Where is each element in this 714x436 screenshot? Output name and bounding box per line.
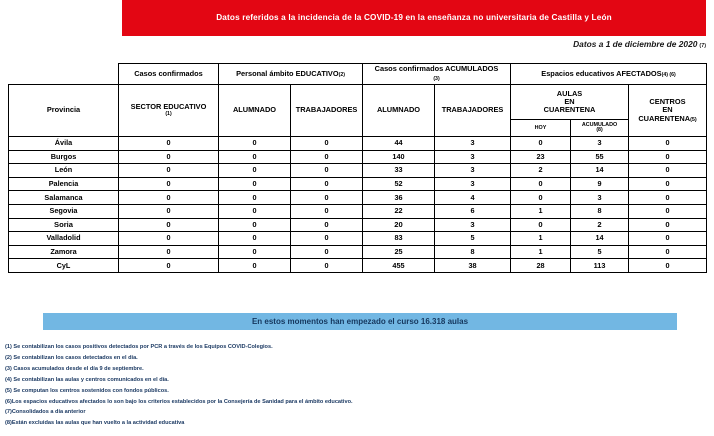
cell-centros-cuarentena: 0 xyxy=(629,137,707,151)
table-row xyxy=(9,204,707,218)
subcolumn-acumulado-label: ACUMULADO xyxy=(581,122,618,129)
cell-aulas-hoy: 2 xyxy=(511,164,571,178)
cell-trabajadores-dia: 0 xyxy=(291,164,363,178)
group-header-espacios-ref: (4) (6) xyxy=(661,71,676,78)
cell-trabajadores-acum: 38 xyxy=(435,259,511,273)
cell-trabajadores-dia: 0 xyxy=(291,245,363,259)
cell-trabajadores-dia: 0 xyxy=(291,137,363,151)
cell-alumnado-dia: 0 xyxy=(219,177,291,191)
data-date-footnote-ref: (7) xyxy=(699,43,706,49)
cell-aulas-acum: 3 xyxy=(571,137,629,151)
subcolumn-acumulado-ref: (8) xyxy=(596,127,603,134)
cell-aulas-acum: 8 xyxy=(571,204,629,218)
cell-aulas-acum: 55 xyxy=(571,150,629,164)
title-banner xyxy=(122,0,706,36)
cell-alumnado-acum: 140 xyxy=(363,150,435,164)
cell-alumnado-dia: 0 xyxy=(219,137,291,151)
cell-sector-educativo: 0 xyxy=(119,150,219,164)
cell-aulas-hoy: 1 xyxy=(511,245,571,259)
column-header-sector-label: SECTOR EDUCATIVO xyxy=(130,101,207,111)
centros-ref: (5) xyxy=(690,116,697,123)
table-row xyxy=(9,177,707,191)
footnote-item: (1) Se contabilizan los casos positivos detectados por PCR a través de los Equipos COVID-Colegios. xyxy=(5,344,273,350)
cell-trabajadores-acum: 3 xyxy=(435,177,511,191)
cell-trabajadores-acum: 3 xyxy=(435,218,511,232)
cell-sector-educativo: 0 xyxy=(119,232,219,246)
cell-alumnado-acum: 25 xyxy=(363,245,435,259)
footnote-item: (8)Están excluidas las aulas que han vuelto a la actividad educativa xyxy=(5,420,185,427)
column-header-trabajadores-acumulado: TRABAJADORES xyxy=(435,85,511,137)
table-row xyxy=(9,259,707,273)
footnote-item: (3) Casos acumulados desde el día 9 de septiembre. xyxy=(5,365,144,372)
cell-trabajadores-acum: 5 xyxy=(435,232,511,246)
cell-aulas-acum: 2 xyxy=(571,218,629,232)
cell-sector-educativo: 0 xyxy=(119,137,219,151)
cell-alumnado-dia: 0 xyxy=(219,164,291,178)
cell-provincia: Palencia xyxy=(9,177,119,191)
cell-trabajadores-dia: 0 xyxy=(291,218,363,232)
cell-alumnado-dia: 0 xyxy=(219,259,291,273)
column-header-trabajadores-dia: TRABAJADORES xyxy=(291,85,363,137)
cell-aulas-acum: 5 xyxy=(571,245,629,259)
subcolumn-header-hoy: HOY xyxy=(511,120,571,137)
cell-sector-educativo: 0 xyxy=(119,191,219,205)
cell-centros-cuarentena: 0 xyxy=(629,191,707,205)
cell-alumnado-acum: 455 xyxy=(363,259,435,273)
group-header-personal-ambito-educativo xyxy=(219,64,363,85)
course-status-banner-text: En estos momentos han empezado el curso 16.318 aulas xyxy=(251,317,469,326)
cell-alumnado-dia: 0 xyxy=(219,245,291,259)
footnotes-list xyxy=(5,342,705,429)
cell-provincia: Salamanca xyxy=(9,191,119,205)
cell-alumnado-acum: 36 xyxy=(363,191,435,205)
cell-alumnado-dia: 0 xyxy=(219,150,291,164)
table-row xyxy=(9,164,707,178)
covid-incidence-table xyxy=(8,63,707,273)
cell-trabajadores-dia: 0 xyxy=(291,204,363,218)
course-status-banner xyxy=(43,313,677,330)
centros-line-2: EN xyxy=(662,105,673,115)
table-row xyxy=(9,218,707,232)
aulas-line-1: AULAS xyxy=(556,88,583,98)
data-date-line xyxy=(0,39,706,49)
cell-alumnado-dia: 0 xyxy=(219,218,291,232)
cell-centros-cuarentena: 0 xyxy=(629,218,707,232)
cell-centros-cuarentena: 0 xyxy=(629,259,707,273)
footnote-item: (6)Los espacios educativos afectados lo son bajo los criterios establecidos por la Consejería de Sanidad para el ámbito educativo. xyxy=(5,398,353,405)
cell-trabajadores-acum: 6 xyxy=(435,204,511,218)
cell-provincia: Burgos xyxy=(9,150,119,164)
cell-aulas-acum: 113 xyxy=(571,259,629,273)
cell-centros-cuarentena: 0 xyxy=(629,245,707,259)
cell-alumnado-dia: 0 xyxy=(219,191,291,205)
cell-trabajadores-acum: 3 xyxy=(435,137,511,151)
cell-alumnado-acum: 33 xyxy=(363,164,435,178)
table-row xyxy=(9,137,707,151)
cell-aulas-acum: 9 xyxy=(571,177,629,191)
footnote-item: (2) Se contabilizan los casos detectados en el día. xyxy=(5,354,138,361)
cell-trabajadores-dia: 0 xyxy=(291,232,363,246)
cell-alumnado-acum: 22 xyxy=(363,204,435,218)
cell-provincia: Soria xyxy=(9,218,119,232)
table-column-header-row xyxy=(9,85,707,120)
cell-sector-educativo: 0 xyxy=(119,218,219,232)
group-header-acumulados-label: Casos confirmados ACUMULADOS xyxy=(374,64,499,74)
table-row xyxy=(9,191,707,205)
cell-trabajadores-dia: 0 xyxy=(291,177,363,191)
cell-aulas-acum: 14 xyxy=(571,232,629,246)
cell-alumnado-acum: 83 xyxy=(363,232,435,246)
cell-alumnado-acum: 52 xyxy=(363,177,435,191)
column-header-alumnado-dia: ALUMNADO xyxy=(219,85,291,137)
cell-aulas-hoy: 1 xyxy=(511,204,571,218)
cell-aulas-hoy: 0 xyxy=(511,137,571,151)
cell-alumnado-acum: 20 xyxy=(363,218,435,232)
cell-aulas-acum: 3 xyxy=(571,191,629,205)
cell-trabajadores-dia: 0 xyxy=(291,191,363,205)
group-header-espacios-educativos xyxy=(511,64,707,85)
cell-provincia: Zamora xyxy=(9,245,119,259)
cell-sector-educativo: 0 xyxy=(119,204,219,218)
cell-aulas-hoy: 28 xyxy=(511,259,571,273)
cell-provincia: Segovia xyxy=(9,204,119,218)
footnote-item: (7)Consolidados a día anterior xyxy=(5,409,86,416)
cell-trabajadores-acum: 8 xyxy=(435,245,511,259)
title-banner-text: Datos referidos a la incidencia de la COVID-19 en la enseñanza no universitaria de Castilla y León xyxy=(216,13,612,23)
table-body xyxy=(9,137,707,273)
cell-provincia: Valladolid xyxy=(9,232,119,246)
cell-centros-cuarentena: 0 xyxy=(629,177,707,191)
cell-sector-educativo: 0 xyxy=(119,177,219,191)
cell-aulas-hoy: 0 xyxy=(511,191,571,205)
table-row xyxy=(9,232,707,246)
footnote-item: (5) Se computan los centros sostenidos con fondos públicos. xyxy=(5,387,169,394)
cell-centros-cuarentena: 0 xyxy=(629,232,707,246)
cell-alumnado-acum: 44 xyxy=(363,137,435,151)
cell-trabajadores-acum: 3 xyxy=(435,164,511,178)
table-group-header-row xyxy=(9,64,707,85)
cell-aulas-hoy: 0 xyxy=(511,218,571,232)
column-header-sector-educativo xyxy=(119,85,219,137)
aulas-line-3: CUARENTENA xyxy=(543,105,596,115)
aulas-line-2: EN xyxy=(564,96,575,106)
cell-centros-cuarentena: 0 xyxy=(629,204,707,218)
centros-line-1: CENTROS xyxy=(649,97,686,107)
cell-aulas-hoy: 0 xyxy=(511,177,571,191)
cell-trabajadores-dia: 0 xyxy=(291,150,363,164)
cell-trabajadores-dia: 0 xyxy=(291,259,363,273)
cell-sector-educativo: 0 xyxy=(119,164,219,178)
cell-trabajadores-acum: 3 xyxy=(435,150,511,164)
cell-provincia: CyL xyxy=(9,259,119,273)
group-header-casos-acumulados xyxy=(363,64,511,85)
cell-aulas-acum: 14 xyxy=(571,164,629,178)
table-row xyxy=(9,245,707,259)
subcolumn-header-acumulado xyxy=(571,120,629,137)
cell-centros-cuarentena: 0 xyxy=(629,150,707,164)
centros-line-3: CUARENTENA xyxy=(638,113,691,123)
column-header-alumnado-acumulado: ALUMNADO xyxy=(363,85,435,137)
cell-aulas-hoy: 1 xyxy=(511,232,571,246)
data-date-text: Datos a 1 de diciembre de 2020 xyxy=(573,39,698,49)
group-header-personal-ref: (2) xyxy=(338,71,345,78)
cell-alumnado-dia: 0 xyxy=(219,232,291,246)
cell-provincia: Ávila xyxy=(9,137,119,151)
cell-centros-cuarentena: 0 xyxy=(629,164,707,178)
cell-alumnado-dia: 0 xyxy=(219,204,291,218)
cell-trabajadores-acum: 4 xyxy=(435,191,511,205)
group-header-personal-label: Personal ámbito EDUCATIVO xyxy=(236,68,339,78)
group-header-acumulados-ref: (3) xyxy=(433,75,440,82)
group-header-spacer xyxy=(9,64,119,85)
table-row xyxy=(9,150,707,164)
cell-aulas-hoy: 23 xyxy=(511,150,571,164)
cell-sector-educativo: 0 xyxy=(119,245,219,259)
group-header-espacios-label: Espacios educativos AFECTADOS xyxy=(541,68,662,78)
column-header-provincia: Provincia xyxy=(9,85,119,137)
footnote-item: (4) Se contabilizan las aulas y centros comunicados en el día. xyxy=(5,376,169,383)
column-header-aulas-en-cuarentena xyxy=(511,85,629,120)
column-header-centros-en-cuarentena xyxy=(629,85,707,137)
column-header-sector-ref: (1) xyxy=(165,111,172,118)
cell-provincia: León xyxy=(9,164,119,178)
cell-sector-educativo: 0 xyxy=(119,259,219,273)
group-header-casos-confirmados: Casos confirmados xyxy=(119,64,219,85)
